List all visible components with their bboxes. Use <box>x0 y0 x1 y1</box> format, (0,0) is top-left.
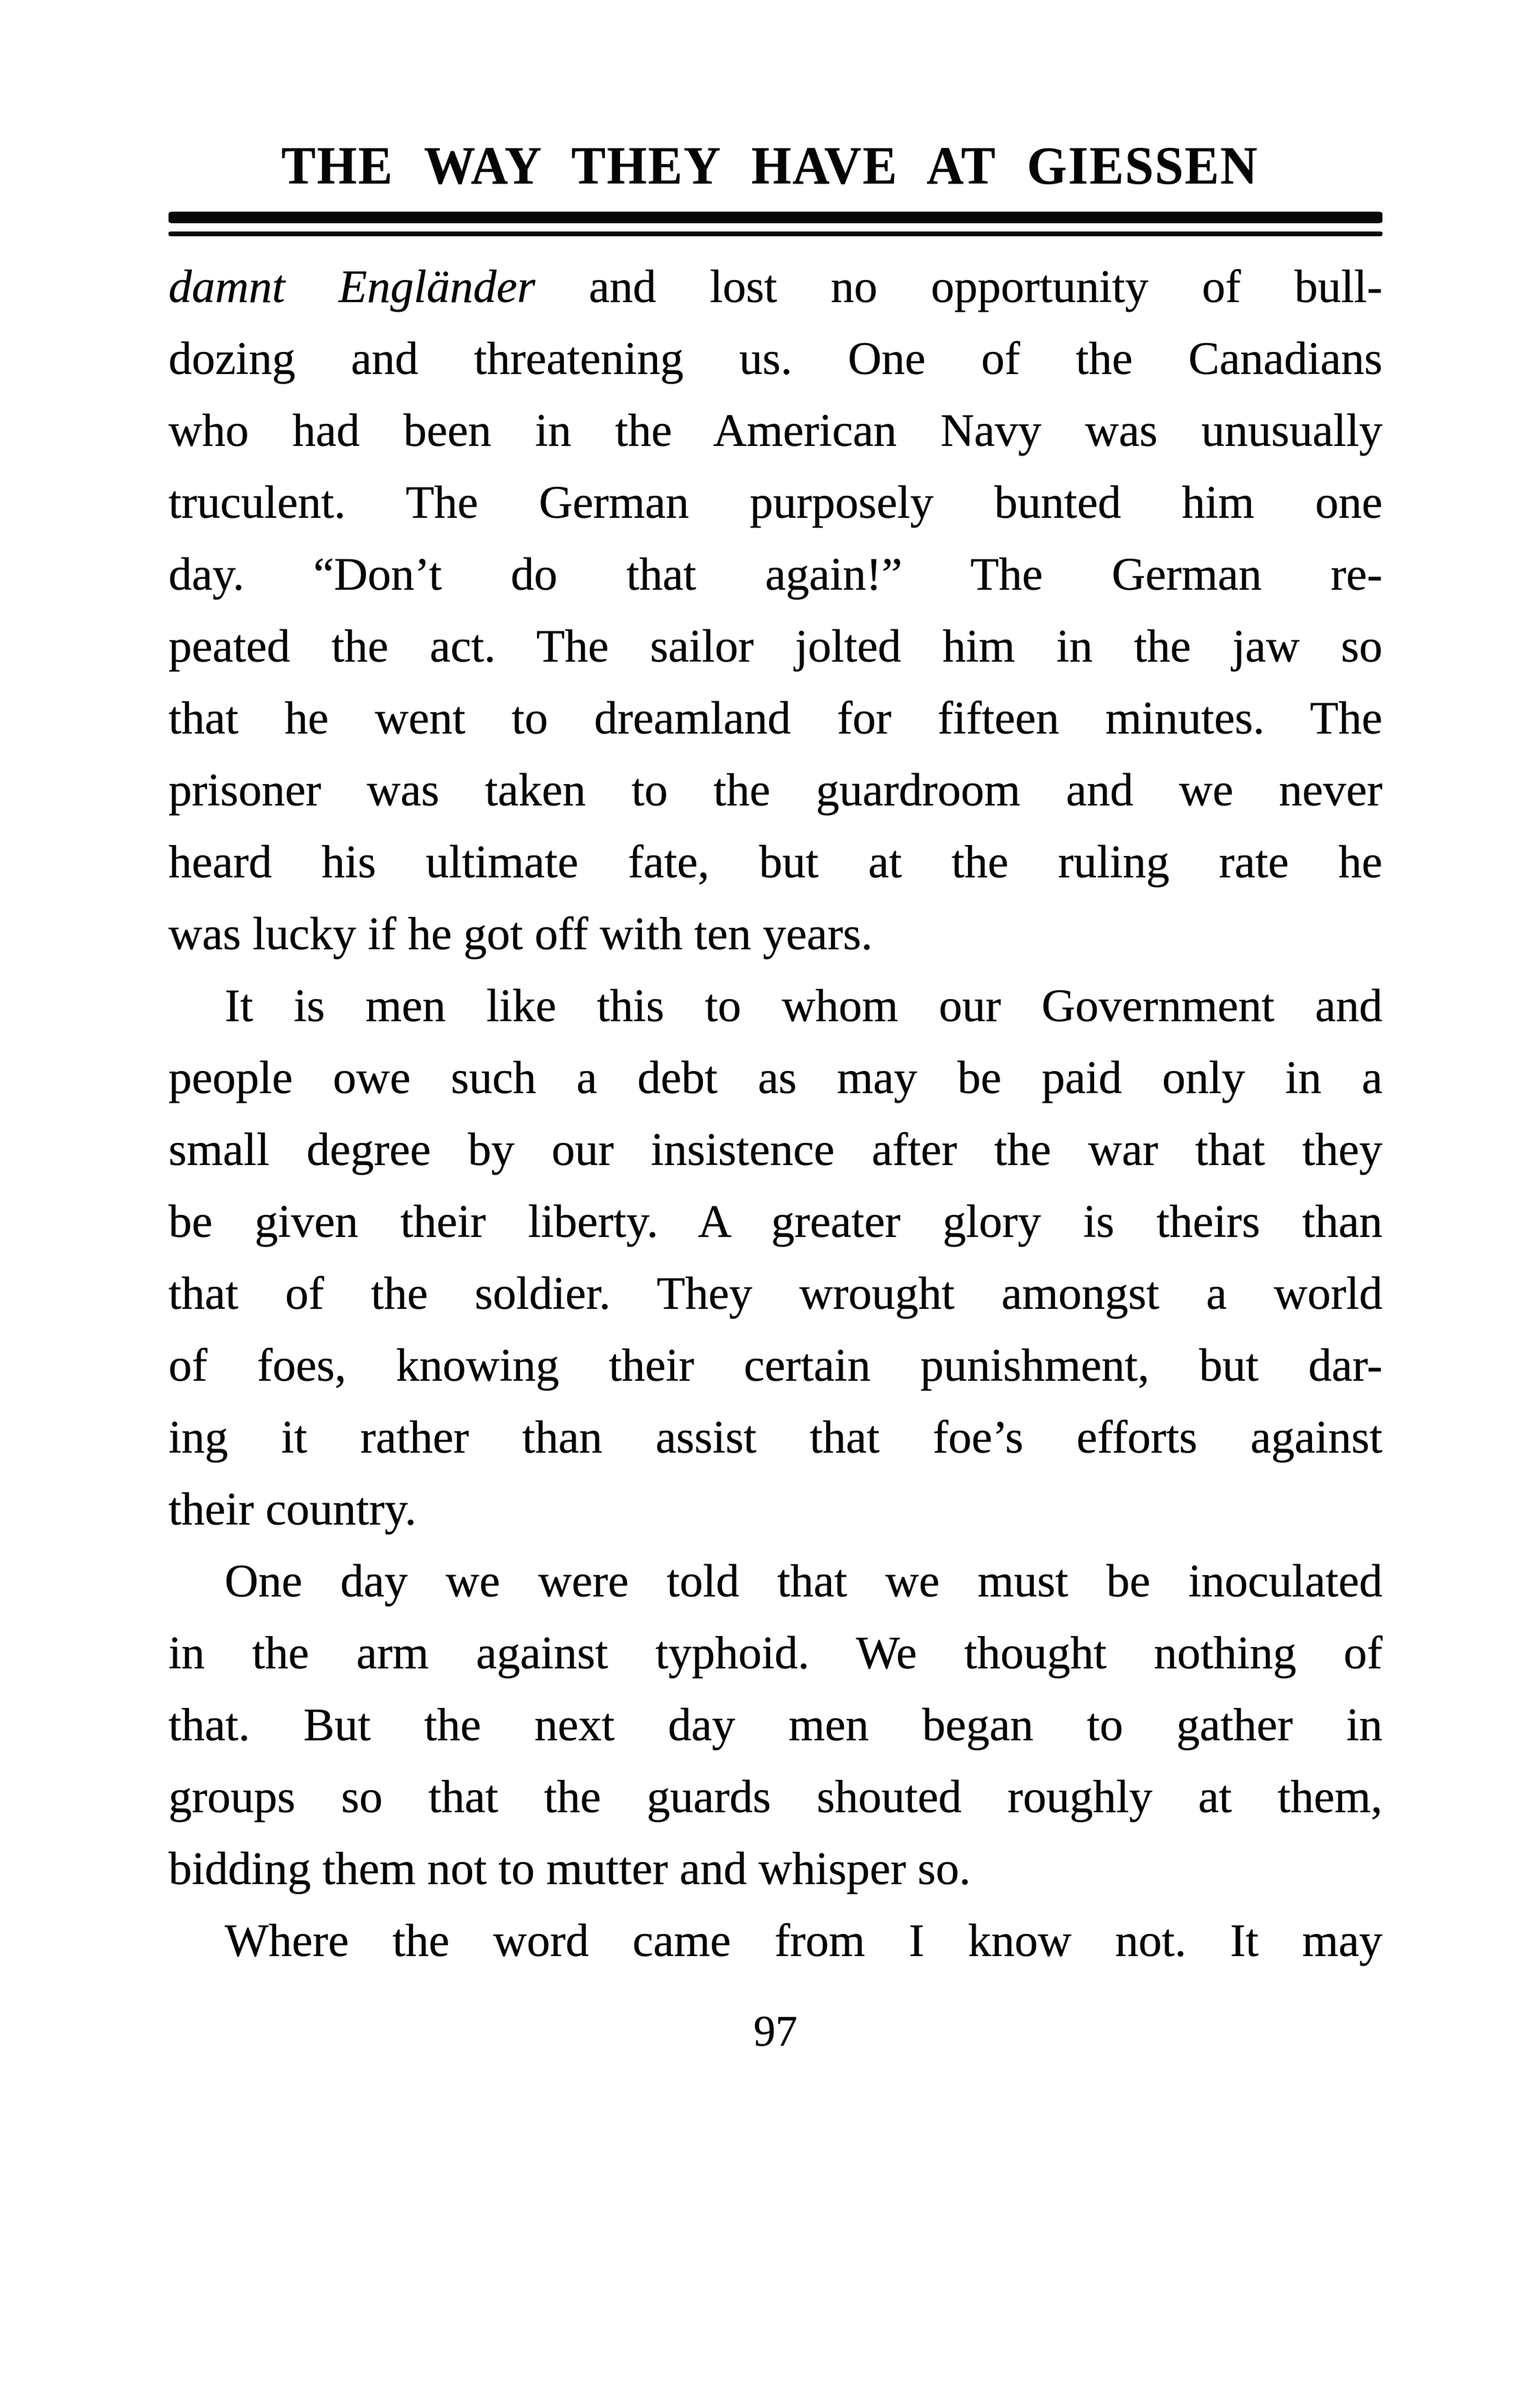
text-segment-italic: damnt Engländer <box>169 260 536 312</box>
text-segment: was lucky if he got off with ten years. <box>169 907 873 960</box>
text-segment: ing it rather than assist that foe’s efforts against <box>169 1411 1382 1463</box>
text-segment: of foes, knowing their certain punishment, but dar- <box>169 1339 1382 1391</box>
text-line <box>169 1617 1382 1689</box>
header-rule-thick <box>169 212 1382 223</box>
text-line <box>169 1042 1382 1114</box>
text-segment: peated the act. The sailor jolted him in the jaw so <box>169 620 1382 672</box>
text-segment: Where the word came from I know not. It may <box>225 1914 1382 1966</box>
text-segment: dozing and threatening us. One of the Canadians <box>169 332 1382 384</box>
text-line <box>169 466 1382 538</box>
running-header-title: THE WAY THEY HAVE AT GIESSEN <box>281 136 1259 195</box>
text-segment: their country. <box>169 1483 417 1535</box>
text-line <box>169 251 1382 323</box>
text-line <box>169 1401 1382 1473</box>
text-line <box>169 1257 1382 1329</box>
text-segment: that he went to dreamland for fifteen minutes. The <box>169 692 1382 744</box>
header-rule-thin <box>169 231 1382 236</box>
text-line <box>169 1329 1382 1401</box>
text-line <box>169 1473 1382 1545</box>
text-segment: that. But the next day men began to gather in <box>169 1698 1382 1751</box>
text-segment: people owe such a debt as may be paid only in a <box>169 1051 1382 1103</box>
text-segment: small degree by our insistence after the war that they <box>169 1123 1382 1175</box>
text-line <box>169 826 1382 898</box>
text-segment: groups so that the guards shouted roughly at them, <box>169 1770 1382 1822</box>
text-segment: prisoner was taken to the guardroom and we never <box>169 764 1382 816</box>
text-segment: and lost no opportunity of bull- <box>535 260 1382 312</box>
body-text-block <box>169 251 1382 1977</box>
text-line <box>169 682 1382 754</box>
text-segment: that of the soldier. They wrought amongst a world <box>169 1267 1382 1319</box>
text-segment: truculent. The German purposely bunted him one <box>169 476 1382 528</box>
text-line <box>169 1186 1382 1257</box>
text-line <box>169 323 1382 394</box>
text-line <box>169 1689 1382 1761</box>
text-segment: bidding them not to mutter and whisper so. <box>169 1842 971 1894</box>
text-line <box>169 1545 1382 1617</box>
text-line <box>169 970 1382 1042</box>
text-line <box>169 754 1382 826</box>
text-segment: in the arm against typhoid. We thought nothing of <box>169 1627 1382 1679</box>
text-line <box>169 538 1382 610</box>
text-line <box>169 898 1382 970</box>
text-line <box>169 610 1382 682</box>
text-segment: It is men like this to whom our Government and <box>225 979 1382 1031</box>
page-number: 97 <box>754 2007 797 2055</box>
text-segment: who had been in the American Navy was unusually <box>169 404 1382 456</box>
text-segment: be given their liberty. A greater glory is theirs than <box>169 1195 1382 1247</box>
text-line <box>169 1114 1382 1186</box>
text-line <box>169 394 1382 466</box>
text-segment: One day we were told that we must be inoculated <box>225 1555 1382 1607</box>
text-line <box>169 1833 1382 1905</box>
text-segment: day. “Don’t do that again!” The German re- <box>169 548 1382 600</box>
text-segment: heard his ultimate fate, but at the ruling rate he <box>169 836 1382 888</box>
text-line <box>169 1905 1382 1977</box>
text-line <box>169 1761 1382 1833</box>
